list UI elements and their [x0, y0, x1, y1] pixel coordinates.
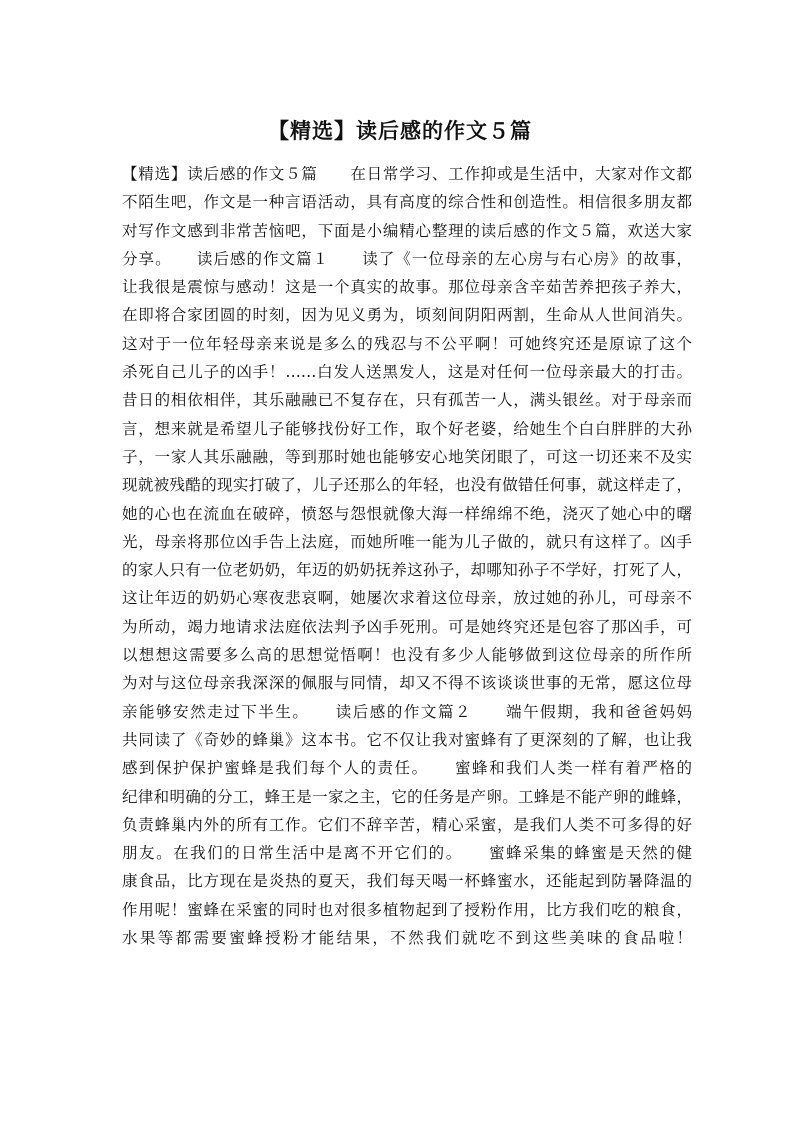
body-line: 为所动，竭力地请求法庭依法判予凶手死刑。可是她终究还是包容了那凶手，可 [122, 617, 692, 636]
body-line: 朋友。在我们的日常生活中是离不开它们的。 蜜蜂采集的蜂蜜是天然的健 [122, 844, 692, 863]
document-title: 【精选】读后感的作文５篇 [268, 118, 532, 143]
body-line: 言，想来就是希望儿子能够找份好工作，取个好老婆，给她生个白白胖胖的大孙 [122, 419, 692, 438]
body-line: 负责蜂巢内外的所有工作。它们不辞辛苦，精心采蜜，是我们人类不可多得的好 [122, 815, 692, 834]
body-line: 在即将合家团圆的时刻，因为见义勇为，顷刻间阴阳两割，生命从人世间消失。 [122, 306, 692, 325]
body-line: 光，母亲将那位凶手告上法庭，而她所唯一能为儿子做的，就只有这样了。凶手 [122, 532, 692, 551]
body-line: 对写作文感到非常苦恼吧，下面是小编精心整理的读后感的作文５篇，欢送大家 [122, 221, 692, 240]
body-line: 以想想这需要多么高的思想觉悟啊！也没有多少人能够做到这位母亲的所作所 [122, 646, 692, 665]
body-line: 康食品，比方现在是炎热的夏天，我们每天喝一杯蜂蜜水，还能起到防暑降温的 [122, 872, 692, 891]
body-line: 【精选】读后感的作文５篇 在日常学习、工作抑或是生活中，大家对作文都 [122, 165, 692, 183]
body-line: 昔日的相依相伴，其乐融融已不复存在，只有孤苦一人，满头银丝。对于母亲而 [122, 391, 692, 410]
body-line: 现就被残酷的现实打破了，儿子还那么的年轻，也没有做错任何事，就这样走了， [122, 476, 692, 495]
body-line: 她的心也在流血在破碎，愤怒与怨恨就像大海一样绵绵不绝，浇灭了她心中的曙 [122, 504, 692, 523]
body-line: 的家人只有一位老奶奶，年迈的奶奶抚养这孙子，却哪知孙子不学好，打死了人， [122, 561, 692, 580]
body-line: 这让年迈的奶奶心寒夜悲哀啊，她屡次求着这位母亲，放过她的孙儿，可母亲不 [122, 589, 692, 608]
body-line: 杀死自己儿子的凶手！……白发人送黑发人，这是对任何一位母亲最大的打击。 [122, 363, 692, 382]
body-line: 亲能够安然走过下半生。 读后感的作文篇２ 端午假期，我和爸爸妈妈 [122, 702, 692, 721]
body-line: 这对于一位年轻母亲来说是多么的残忍与不公平啊！可她终究还是原谅了这个 [122, 334, 692, 353]
document-body [122, 160, 692, 952]
body-line: 作用呢！蜜蜂在采蜜的同时也对很多植物起到了授粉作用，比方我们吃的粮食， [122, 900, 692, 919]
body-line: 让我很是震惊与感动！这是一个真实的故事。那位母亲含辛茹苦养把孩子养大， [122, 278, 692, 297]
body-line: 纪律和明确的分工，蜂王是一家之主，它的任务是产卵。工蜂是不能产卵的雌蜂， [122, 787, 692, 806]
body-line: 子，一家人其乐融融，等到那时她也能够安心地笑闭眼了，可这一切还来不及实 [122, 447, 692, 466]
body-line: 共同读了《奇妙的蜂巢》这本书。它不仅让我对蜜蜂有了更深刻的了解，也让我 [122, 730, 692, 749]
body-line: 分享。 读后感的作文篇１ 读了《一位母亲的左心房与右心房》的故事， [122, 249, 692, 268]
body-line: 水果等都需要蜜蜂授粉才能结果，不然我们就吃不到这些美味的食品啦！ [122, 929, 692, 948]
body-line: 不陌生吧，作文是一种言语活动，具有高度的综合性和创造性。相信很多朋友都 [122, 193, 692, 212]
body-line: 感到保护保护蜜蜂是我们每个人的责任。 蜜蜂和我们人类一样有着严格的 [122, 759, 692, 778]
body-line: 为对与这位母亲我深深的佩服与同情，却又不得不该谈谈世事的无常，愿这位母 [122, 674, 692, 693]
